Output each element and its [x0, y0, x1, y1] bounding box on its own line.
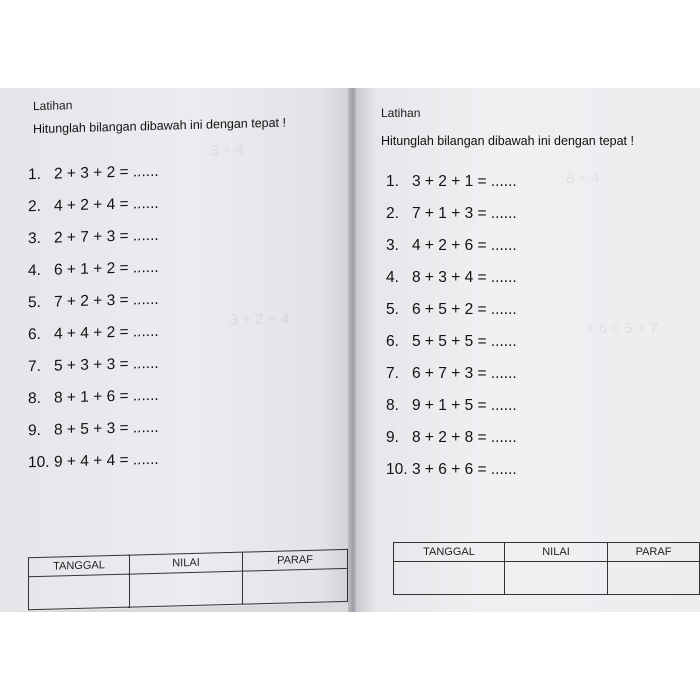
- question-text: 3 + 2 + 1 = ......: [412, 173, 517, 190]
- paraf-header: PARAF: [608, 543, 700, 562]
- book-photo: [0, 88, 700, 612]
- tanggal-header: TANGGAL: [29, 555, 130, 577]
- question-item: [386, 390, 517, 422]
- show-through-text: + 6 = 5 + 7: [586, 320, 659, 337]
- question-item: [386, 454, 517, 486]
- question-item: [28, 284, 159, 319]
- question-number: 1.: [28, 165, 41, 184]
- question-text: 7 + 2 + 3 = ......: [54, 290, 159, 311]
- question-text: 6 + 7 + 3 = ......: [412, 365, 517, 382]
- question-text: 9 + 4 + 4 = ......: [54, 450, 159, 471]
- question-number: 9.: [28, 421, 41, 440]
- question-text: 4 + 2 + 6 = ......: [412, 237, 517, 254]
- question-number: 8.: [28, 389, 41, 408]
- show-through-text: 8 + 4: [566, 170, 600, 187]
- question-list: [386, 166, 517, 486]
- question-number: 7.: [386, 365, 399, 382]
- question-number: 8.: [386, 397, 399, 414]
- question-item: [386, 358, 517, 390]
- question-text: 3 + 6 + 6 = ......: [412, 461, 517, 478]
- question-text: 4 + 2 + 4 = ......: [54, 194, 159, 215]
- question-item: [28, 252, 159, 287]
- question-item: [28, 188, 159, 223]
- page-heading: Latihan: [33, 98, 73, 114]
- question-number: 6.: [386, 333, 399, 350]
- tanggal-header: TANGGAL: [394, 543, 505, 562]
- question-item: [28, 316, 159, 351]
- question-text: 7 + 1 + 3 = ......: [412, 205, 517, 222]
- question-number: 5.: [28, 293, 41, 312]
- page-heading: Latihan: [381, 106, 421, 120]
- tanggal-cell: [394, 562, 505, 595]
- right-page: [356, 88, 700, 612]
- question-item: [28, 412, 159, 447]
- show-through-text: 3 + 4: [210, 141, 244, 160]
- grade-table: [393, 542, 700, 595]
- nilai-header: NILAI: [130, 552, 243, 574]
- question-number: 2.: [386, 205, 399, 222]
- question-item: [28, 220, 159, 255]
- question-text: 8 + 3 + 4 = ......: [412, 269, 517, 286]
- question-text: 5 + 5 + 5 = ......: [412, 333, 517, 350]
- question-number: 4.: [28, 261, 41, 280]
- question-item: [386, 262, 517, 294]
- nilai-cell: [505, 562, 608, 595]
- tanggal-cell: [29, 574, 130, 610]
- question-number: 3.: [28, 229, 41, 248]
- question-text: 8 + 1 + 6 = ......: [54, 386, 159, 407]
- question-item: [386, 230, 517, 262]
- question-number: 10.: [28, 453, 50, 472]
- question-item: [386, 326, 517, 358]
- instruction-text: Hitunglah bilangan dibawah ini dengan tepat !: [381, 134, 634, 148]
- question-list: [28, 156, 159, 479]
- question-text: 6 + 5 + 2 = ......: [412, 301, 517, 318]
- question-text: 5 + 3 + 3 = ......: [54, 354, 159, 375]
- question-number: 1.: [386, 173, 399, 190]
- grade-table: [28, 549, 348, 610]
- question-number: 7.: [28, 357, 41, 376]
- nilai-cell: [130, 571, 243, 607]
- question-number: 2.: [28, 197, 41, 216]
- question-number: 4.: [386, 269, 399, 286]
- question-text: 8 + 2 + 8 = ......: [412, 429, 517, 446]
- question-item: [28, 156, 159, 191]
- question-item: [28, 444, 159, 479]
- question-item: [386, 294, 517, 326]
- question-text: 9 + 1 + 5 = ......: [412, 397, 517, 414]
- question-text: 2 + 7 + 3 = ......: [54, 226, 159, 247]
- question-item: [28, 380, 159, 415]
- nilai-header: NILAI: [505, 543, 608, 562]
- question-item: [386, 422, 517, 454]
- show-through-text: 3 + 2 − 4: [230, 310, 290, 329]
- question-item: [386, 166, 517, 198]
- left-page: [0, 88, 352, 612]
- paraf-cell: [608, 562, 700, 595]
- question-item: [28, 348, 159, 383]
- question-text: 6 + 1 + 2 = ......: [54, 258, 159, 279]
- question-number: 6.: [28, 325, 41, 344]
- instruction-text: Hitunglah bilangan dibawah ini dengan tepat !: [33, 115, 286, 137]
- question-number: 10.: [386, 461, 408, 478]
- paraf-header: PARAF: [243, 549, 348, 571]
- paraf-cell: [243, 568, 348, 604]
- question-number: 3.: [386, 237, 399, 254]
- question-text: 4 + 4 + 2 = ......: [54, 322, 159, 343]
- question-text: 2 + 3 + 2 = ......: [54, 162, 159, 183]
- question-number: 5.: [386, 301, 399, 318]
- question-number: 9.: [386, 429, 399, 446]
- question-item: [386, 198, 517, 230]
- question-text: 8 + 5 + 3 = ......: [54, 418, 159, 439]
